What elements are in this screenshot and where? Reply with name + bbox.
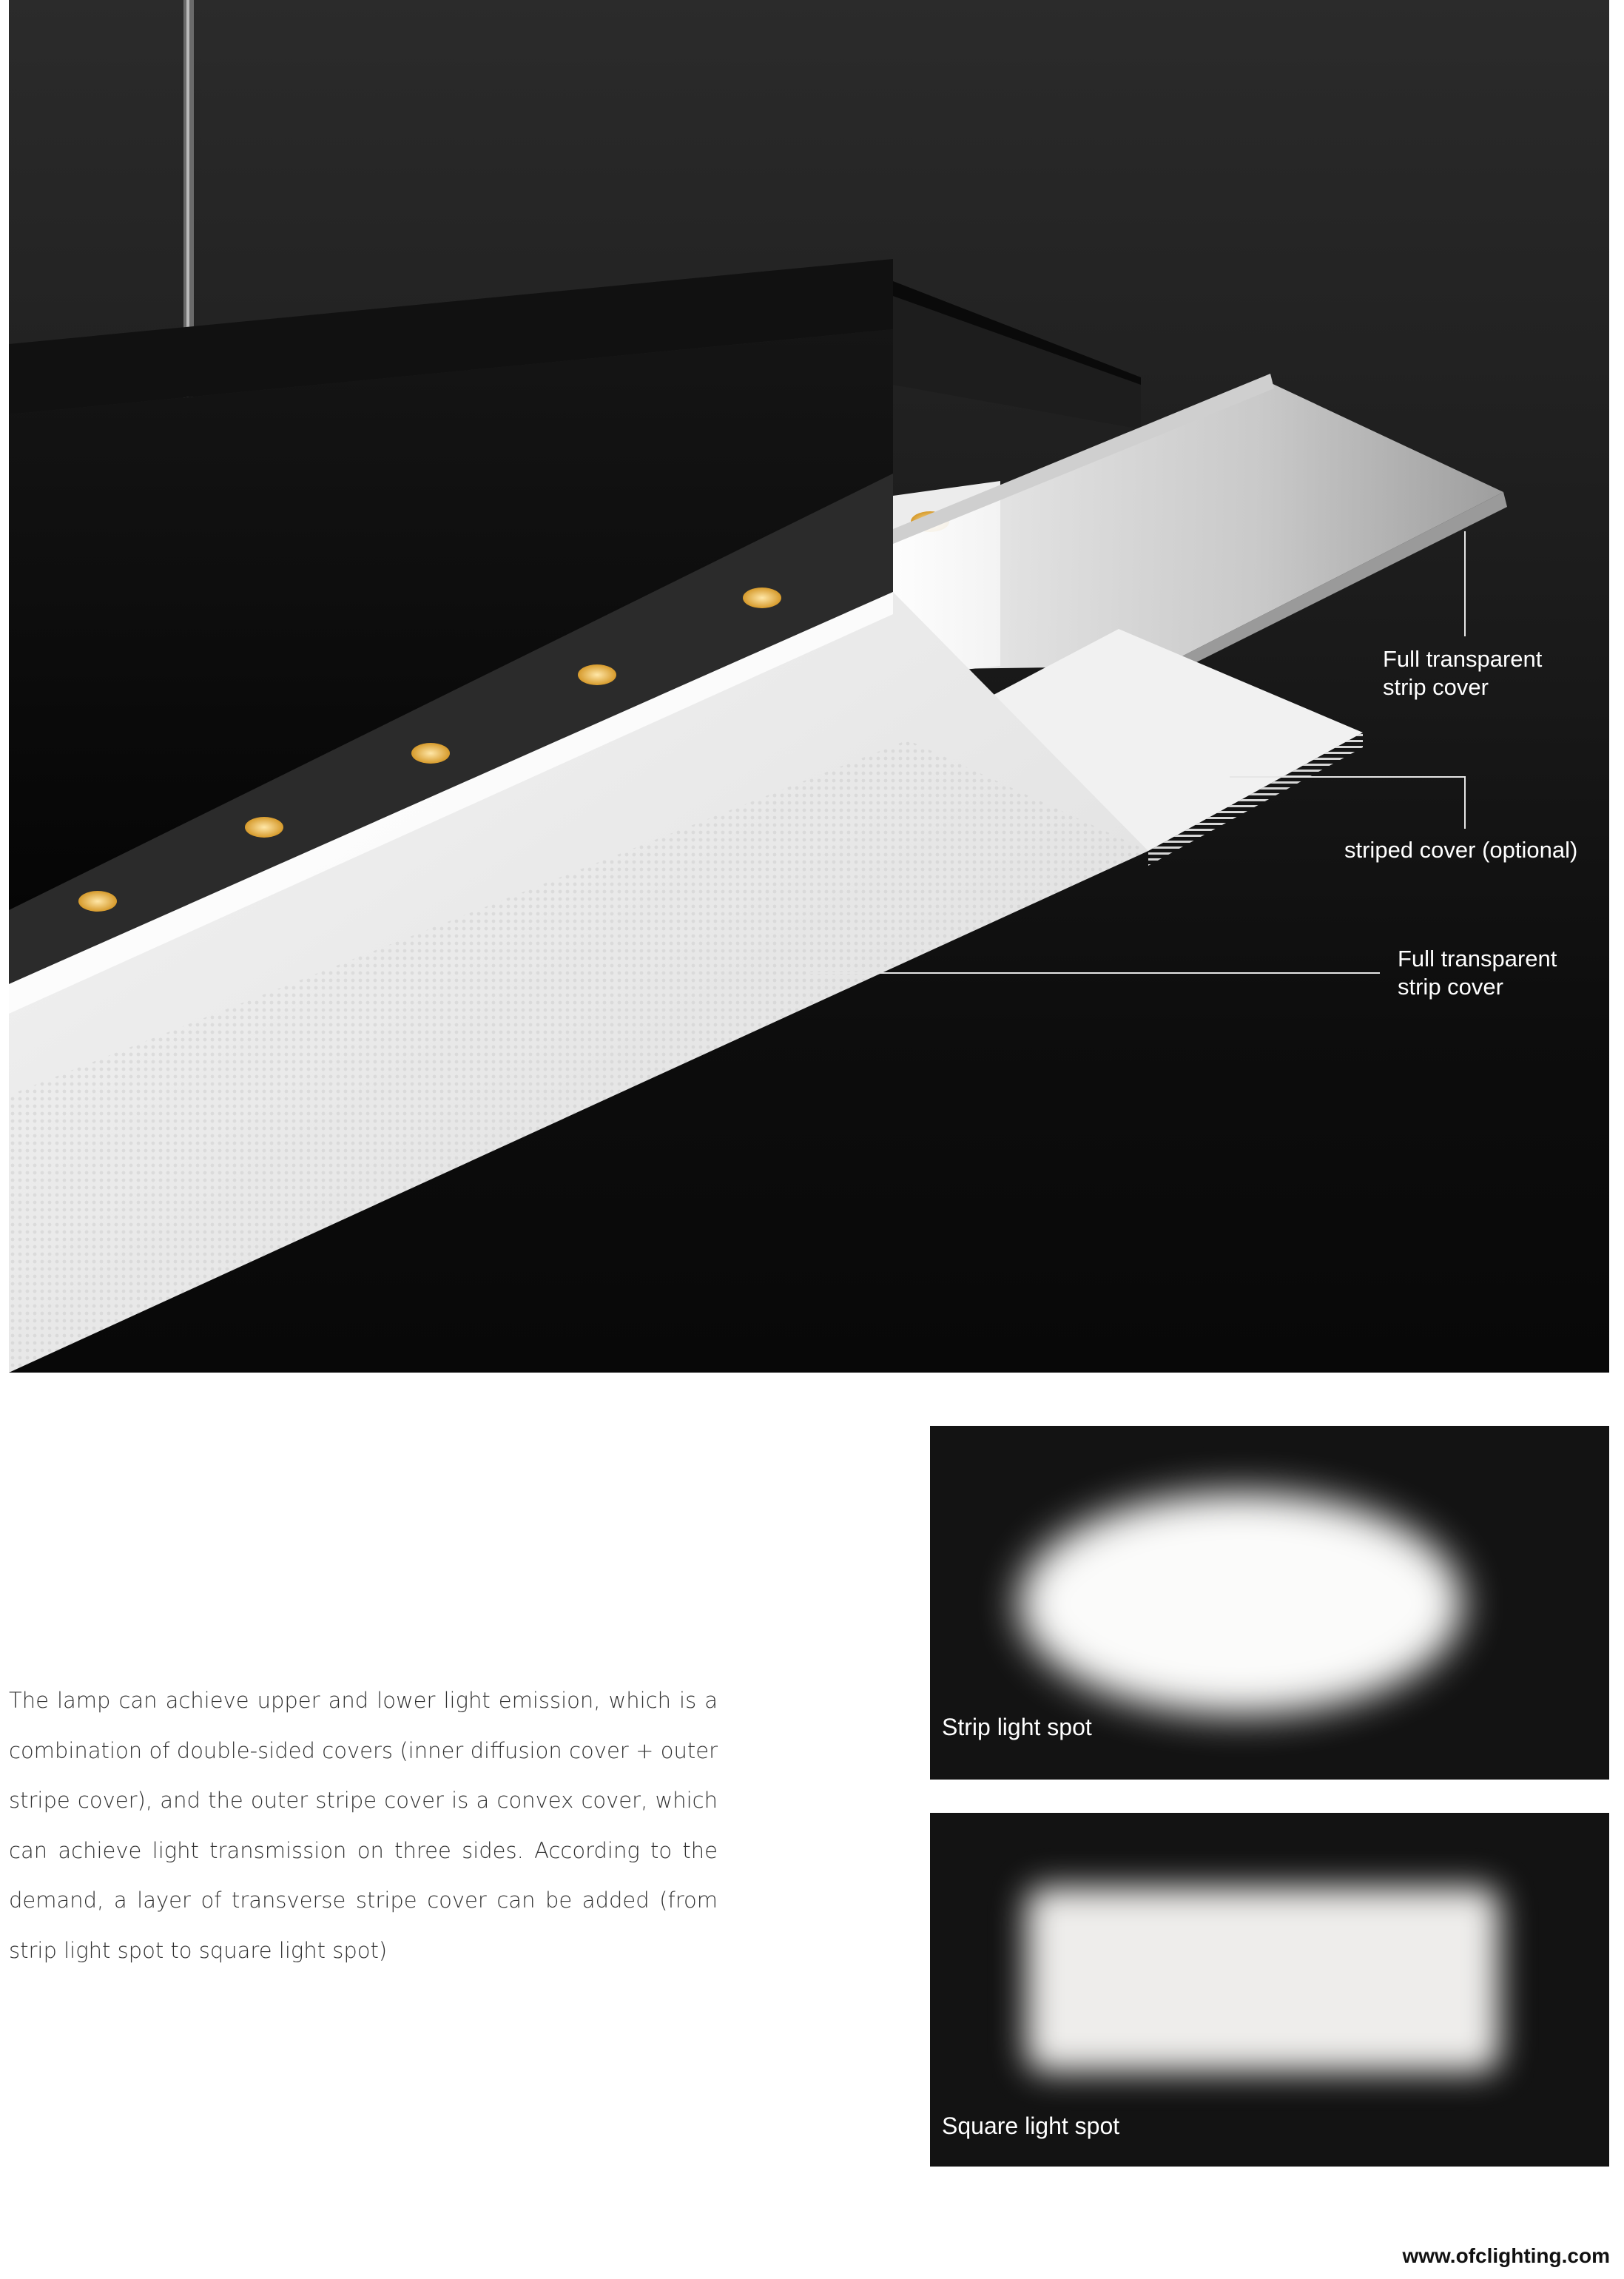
callout-top-line2: strip cover [1383,674,1489,700]
callout-bottom-line2: strip cover [1398,974,1503,1000]
top-transparent-cover [893,381,1503,670]
product-description: The lamp can achieve upper and lower light emission, which is a combination of double-sided covers (inner diffusion cover + outer stripe cover), and the outer stripe cover is a convex cover, which can achieve light transmission on three sides. According to the demand, a layer of transverse stripe cover can be added (from strip light spot to square light spot) [9,1688,718,1963]
square-light-spot-glow [1026,1887,1500,2072]
website-link[interactable]: www.ofclighting.com [1402,2244,1610,2267]
callout-bottom-line1: Full transparent [1398,946,1557,972]
product-render [9,0,1609,1373]
callout-striped-cover: striped cover (optional) [1344,837,1578,863]
strip-light-spot-panel [930,1426,1609,1780]
callout-bottom-transparent-cover [1398,945,1557,1001]
strip-light-spot-glow [1019,1492,1463,1714]
square-light-spot-panel [930,1813,1609,2167]
square-light-spot-label: Square light spot [942,2113,1120,2139]
callout-top-line1: Full transparent [1383,646,1543,672]
linear-lamp-illustration [9,0,1609,1373]
callout-top-transparent-cover [1383,645,1542,701]
strip-light-spot-label: Strip light spot [942,1714,1092,1740]
